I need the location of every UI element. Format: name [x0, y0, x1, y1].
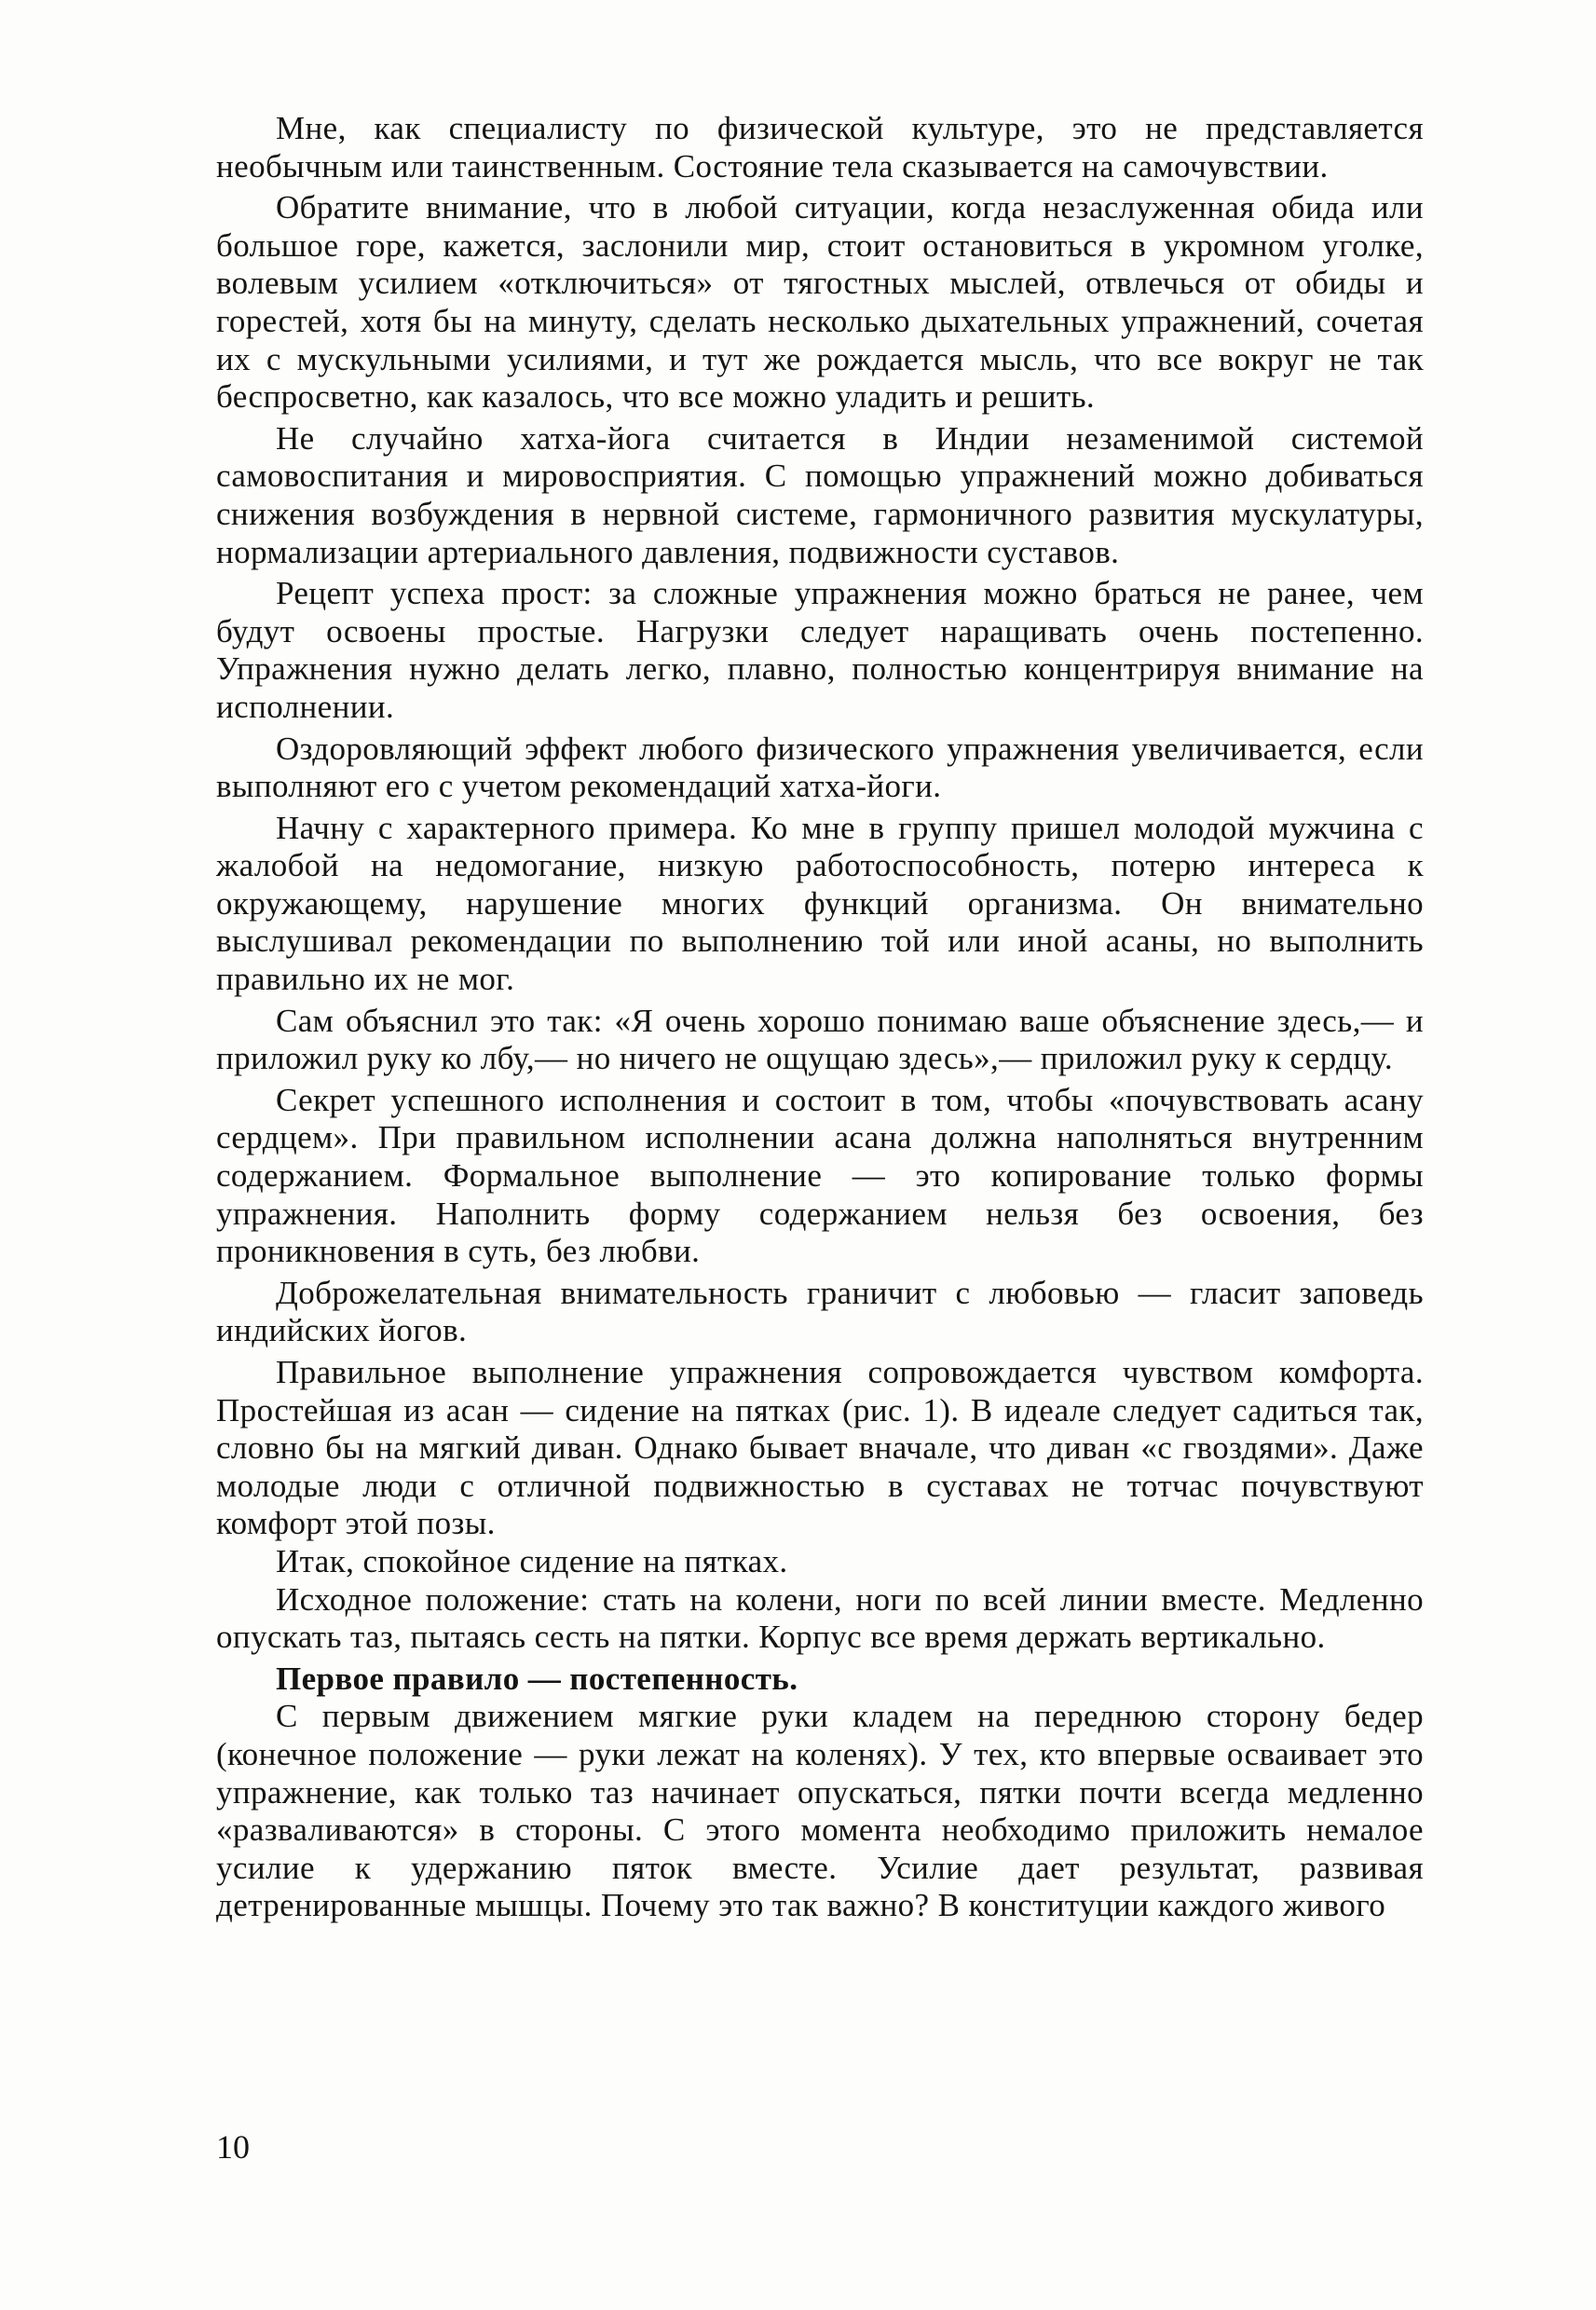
text-column: [216, 110, 1424, 1925]
paragraph-14: С первым движением мягкие руки кладем на переднюю сторону бедер (конечное положение — руки лежат на коленях). У тех, кто впервые осваивает это упражнение, как только таз начинает опускаться, пятки почти всегда медленно «разваливаются» в стороны. С этого момента необходимо приложить немалое усилие к удержанию пяток вместе. Усилие дает результат, развивая детренированные мышцы. Почему это так важно? В конституции каждого живого: [216, 1698, 1424, 1924]
paragraph-10: Правильное выполнение упражнения сопровождается чувством комфорта. Простейшая из асан — сидение на пятках (рис. 1). В идеале следует садиться так, словно бы на мягкий диван. Однако бывает вначале, что диван «с гвоздями». Даже молодые люди с отличной подвижностью в суставах не тотчас почувствуют комфорт этой позы.: [216, 1354, 1424, 1542]
page-number: 10: [216, 2128, 250, 2166]
paragraph-2: Обратите внимание, что в любой ситуации, когда незаслуженная обида или большое горе, кажется, заслонили мир, стоит остановиться в укромном уголке, волевым усилием «отключиться» от тягостных мыслей, отвлечься от обиды и горестей, хотя бы на минуту, сделать несколько дыхательных упражнений, сочетая их с мускульными усилиями, и тут же рождается мысль, что все вокруг не так беспросветно, как казалось, что все можно уладить и решить.: [216, 189, 1424, 416]
paragraph-6: Начну с характерного примера. Ко мне в группу пришел молодой мужчина с жалобой на недомогание, низкую работоспособность, потерю интереса к окружающему, нарушение многих функций организма. Он внимательно выслушивал рекомендации по выполнению той или иной асаны, но выполнить правильно их не мог.: [216, 809, 1424, 998]
paragraph-11: Итак, спокойное сидение на пятках.: [276, 1542, 788, 1579]
paragraph-8: Секрет успешного исполнения и состоит в том, чтобы «почувствовать асану сердцем». При правильном исполнении асана должна наполняться внутренним содержанием. Формальное выполнение — это копирование только формы упражнения. Наполнить форму содержанием нельзя без освоения, без проникновения в суть, без любви.: [216, 1081, 1424, 1270]
paragraph-4: Рецепт успеха прост: за сложные упражнения можно браться не ранее, чем будут освоены простые. Нагрузки следует наращивать очень постепенно. Упражнения нужно делать легко, плавно, полностью концентрируя внимание на исполнении.: [216, 575, 1424, 725]
paragraph-5: Оздоровляющий эффект любого физического упражнения увеличивается, если выполняют его с учетом рекомендаций хатха-йоги.: [216, 730, 1424, 805]
paragraph-1: Мне, как специалисту по физической культуре, это не представляется необычным или таинственным. Состояние тела сказывается на самочувствии.: [216, 110, 1424, 185]
paragraph-3: Не случайно хатха-йога считается в Индии незаменимой системой самовоспитания и мировосприятия. С помощью упражнений можно добиваться снижения возбуждения в нервной системе, гармоничного развития мускулатуры, нормализации артериального давления, подвижности суставов.: [216, 419, 1424, 570]
rule-heading: Первое правило — постепенность.: [276, 1660, 798, 1697]
paragraph-9: Доброжелательная внимательность граничит с любовью — гласит заповедь индийских йогов.: [216, 1274, 1424, 1349]
paragraph-12: Исходное положение: стать на колени, ноги по всей линии вместе. Медленно опускать таз, пытаясь сесть на пятки. Корпус все время держать вертикально.: [216, 1580, 1424, 1656]
paragraph-7: Сам объяснил это так: «Я очень хорошо понимаю ваше объяснение здесь,— и приложил руку ко лбу,— но ничего не ощущаю здесь»,— приложил руку к сердцу.: [216, 1002, 1424, 1077]
